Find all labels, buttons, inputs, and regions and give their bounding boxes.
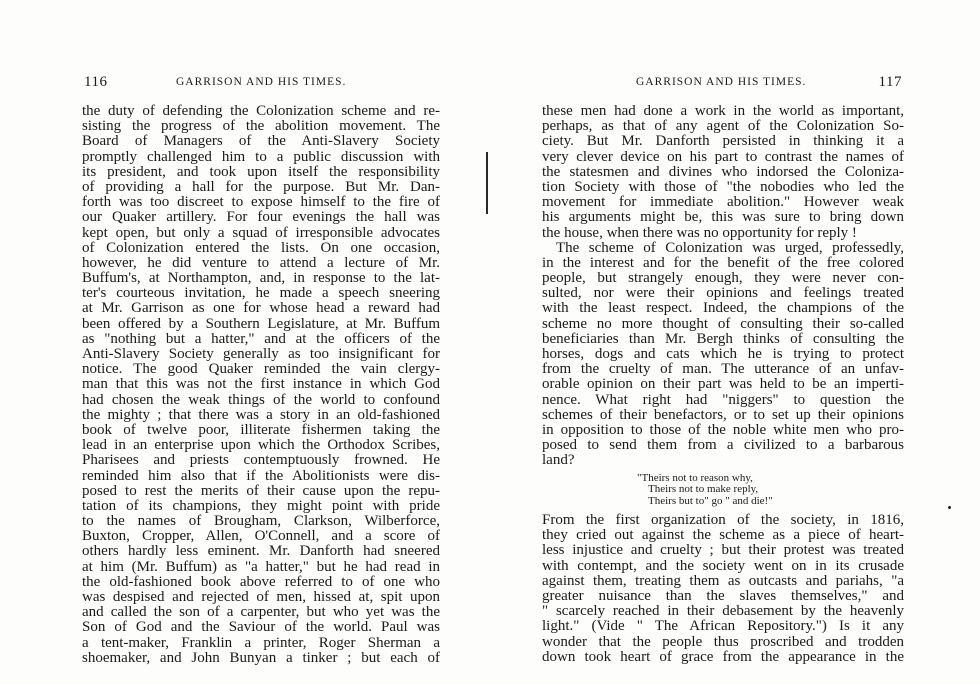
text-line: tation of its champions, they might point with pride — [82, 497, 440, 514]
text-line: they cried out against the scheme as a piece of heart- — [542, 527, 904, 544]
text-line: Buffum's, at Northampton, and, in response to the lat- — [82, 270, 440, 287]
text-line: and called the son of a carpenter, but who yet was the — [82, 604, 440, 621]
text-line: Buxton, Cropper, Allen, O'Connell, and a score of — [82, 528, 440, 545]
text-line: lead in an enterprise upon which the Orthodox Scribes, — [82, 437, 440, 454]
text-line: beneficiaries than Mr. Bergh thinks of consulting the — [542, 330, 904, 347]
text-line: Pharisees and priests contemptuously frowned. He — [82, 452, 440, 469]
text-line: book of twelve poor, illiterate fishermen taking the — [82, 421, 440, 438]
text-line: ciety. But Mr. Danforth persisted in thinking it a — [542, 133, 904, 150]
text-line: with contempt, and the society went on in its crusade — [542, 557, 904, 574]
text-line: from the cruelty of man. The utterance of an unfav- — [542, 361, 904, 378]
text-line: had chosen the weak things of the world to confound — [82, 391, 440, 408]
right-body-before-quote — [542, 104, 904, 469]
text-line: notice. The good Quaker reminded the vain clergy- — [82, 361, 440, 378]
text-line: been offered by a Southern Legislature, at Mr. Buffum — [82, 315, 440, 332]
text-line: posed to rest the merits of their cause upon the repu- — [82, 482, 440, 499]
quote-line: "Theirs not to reason why, — [637, 471, 753, 484]
text-line: nence. What right had "niggers" to question the — [542, 391, 904, 408]
text-line: was despised and rejected of men, hissed at, spit upon — [82, 589, 440, 605]
text-line: the statesmen and divines who indorsed the Coloniza- — [542, 163, 904, 180]
text-line: in the interest and for the benefit of the free colored — [542, 254, 904, 271]
text-line: the duty of defending the Colonization scheme and re- — [82, 103, 440, 119]
right-body-after-quote — [542, 513, 904, 665]
text-line: ter's courteous invitation, he made a speech sneering — [82, 285, 440, 302]
text-line: in opposition to those of the noble white men who pro- — [542, 421, 904, 438]
text-line: however, he did venture to attend a lecture of Mr. — [82, 254, 440, 271]
right-page — [490, 0, 980, 684]
quote-line: Theirs but to" go " and die!" — [648, 494, 773, 507]
left-page-header — [84, 74, 440, 94]
text-line: Anti-Slavery Society generally as too insignificant for — [82, 346, 440, 362]
text-line: these men had done a work in the world as important, — [542, 103, 904, 119]
text-line: schemes of their benefactors, or to set up their opinions — [542, 406, 904, 423]
text-line: sisting the progress of the abolition movement. The — [82, 118, 440, 135]
text-line: his arguments might be, this was sure to bring down — [542, 209, 904, 226]
text-line: greater nuisance than the slaves themselves," and — [542, 587, 904, 604]
right-running-head: GARRISON AND HIS TIMES. — [636, 76, 807, 88]
text-line: a tent-maker, Franklin a printer, Roger Sherman a — [82, 634, 440, 651]
text-line: promptly challenged him to a public discussion with — [82, 148, 440, 165]
text-line: with the least respect. Indeed, the champions of the — [542, 300, 904, 317]
gutter-mark — [486, 152, 488, 214]
text-line: light." (Vide " The African Repository.") Is it any — [542, 618, 904, 635]
text-line: the mighty ; that there was a story in an old-fashioned — [82, 406, 440, 423]
text-line: at Mr. Garrison as one for whose head a reward had — [82, 300, 440, 317]
text-line: others hardly less eminent. Mr. Danforth had sneered — [82, 543, 440, 560]
text-line: sulted, nor were their opinions and feelings treated — [542, 285, 904, 302]
text-line: of providing a hall for the purpose. But Mr. Dan- — [82, 178, 440, 195]
left-page-body — [82, 104, 440, 666]
text-line: against them, treating them as outcasts and pariahs, "a — [542, 572, 904, 589]
text-line: shoemaker, and John Bunyan a tinker ; but each of — [82, 649, 440, 666]
text-line: very clever device on his part to contrast the names of — [542, 148, 904, 165]
text-line: posed to send them from a civilized to a barbarous — [542, 437, 904, 454]
text-line: wonder that the people thus proscribed and trodden — [542, 633, 904, 650]
text-line: " scarcely reached in their debasement by the heavenly — [542, 603, 904, 620]
text-line: of Colonization entered the lists. On one occasion, — [82, 239, 440, 256]
text-line: man that this was not the first instance in which God — [82, 376, 440, 393]
right-page-body — [542, 104, 904, 665]
text-line: From the first organization of the society, in 1816, — [542, 512, 904, 528]
left-running-head: GARRISON AND HIS TIMES. — [176, 76, 347, 88]
text-line: people, but strangely enough, they were never con- — [542, 270, 904, 287]
text-line: the house, when there was no opportunity for reply ! — [542, 224, 857, 241]
margin-speck — [948, 506, 951, 509]
text-line: movement for immediate abolition." However weak — [542, 194, 904, 211]
right-page-number: 117 — [878, 74, 902, 90]
text-line: Son of God and the Saviour of the world. Paul was — [82, 619, 440, 636]
text-line: horses, dogs and cats which he is trying to protect — [542, 346, 904, 362]
text-line: our Quaker artillery. For four evenings the hall was — [82, 209, 440, 226]
text-line: to the names of Brougham, Clarkson, Wilberforce, — [82, 513, 440, 530]
text-line: kept open, but only a squad of irresponsible advocates — [82, 224, 440, 241]
text-line: as "nothing but a hatter," and at the officers of the — [82, 330, 440, 347]
text-line: land? — [542, 452, 575, 469]
text-line: its president, and took upon itself the responsibility — [82, 163, 440, 180]
text-line: at him (Mr. Buffum) as "a hatter," but he had read in — [82, 558, 440, 575]
quote-line: Theirs not to make reply, — [648, 483, 759, 495]
text-line: orable opinion on their part was held to be an imperti- — [542, 376, 904, 393]
left-page-number: 116 — [84, 74, 108, 90]
text-line: Board of Managers of the Anti-Slavery Society — [82, 133, 440, 150]
text-line: scheme no more thought of consulting their so-called — [542, 315, 904, 332]
text-line: reminded him also that if the Abolitionists were dis- — [82, 467, 440, 484]
text-line: the old-fashioned book above referred to of one who — [82, 573, 440, 590]
text-line: forth was too discreet to expose himself to the fire of — [82, 194, 440, 211]
text-line: perhaps, as that of any agent of the Colonization So- — [542, 118, 904, 135]
text-line: tion Society with those of "the nobodies who led the — [542, 178, 904, 195]
poem-quote — [542, 473, 904, 508]
text-line: down took heart of grace from the appearance in the — [542, 648, 904, 665]
right-page-header — [538, 74, 902, 94]
text-line: less injustice and cruelty ; but their protest was treated — [542, 542, 904, 559]
text-line: The scheme of Colonization was urged, professedly, — [556, 239, 904, 256]
